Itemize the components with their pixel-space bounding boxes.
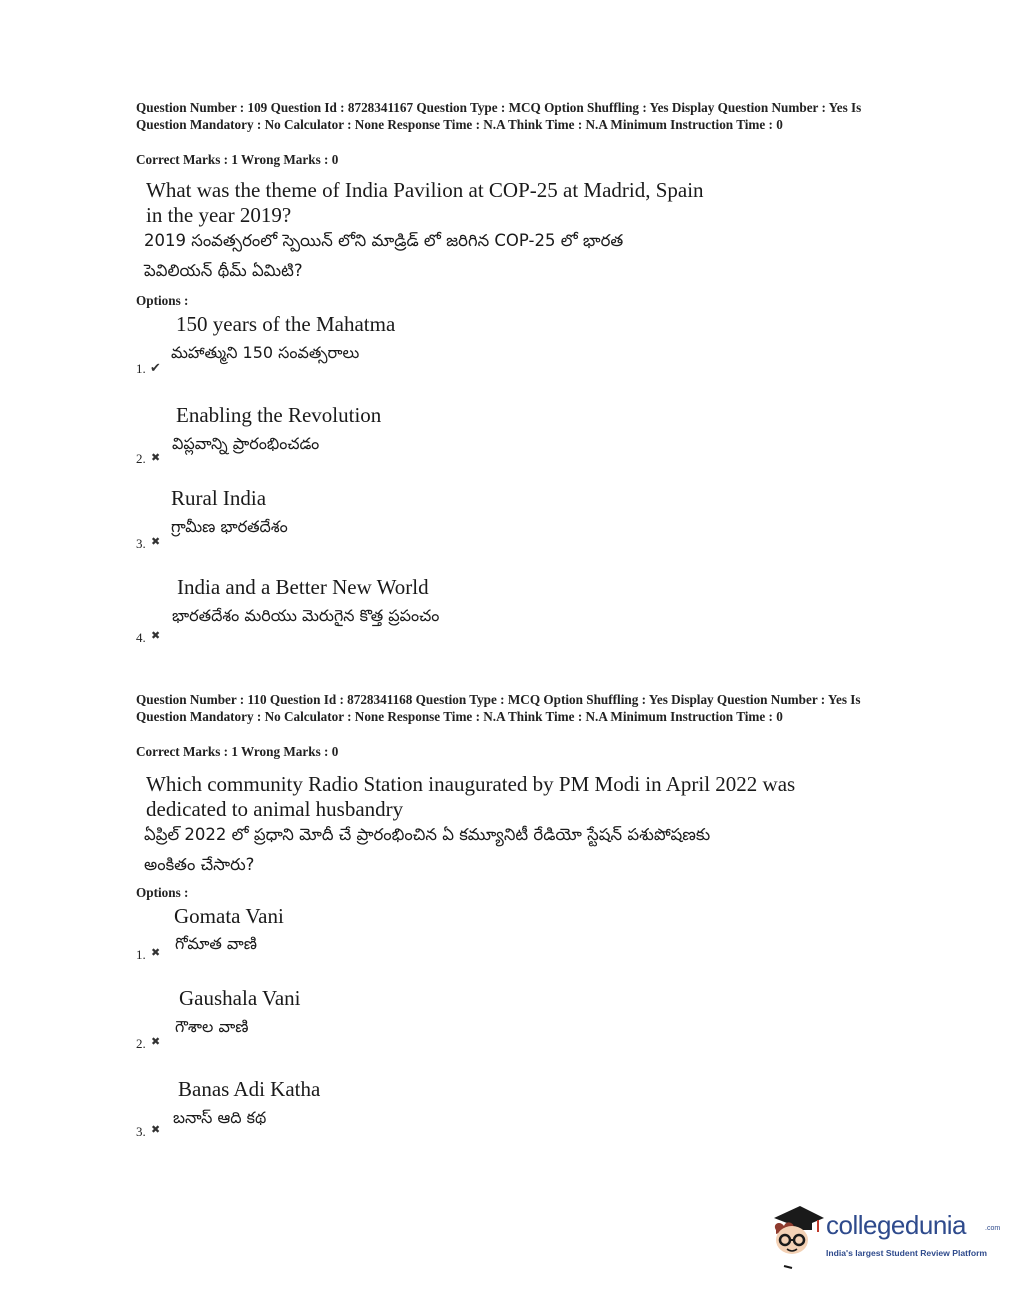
option-text-en: Gomata Vani <box>174 904 284 928</box>
logo-suffix: .com <box>985 1225 1001 1232</box>
question-text-en <box>146 178 846 228</box>
option-number: 2. <box>136 1036 146 1051</box>
question-line: in the year 2019? <box>146 203 292 227</box>
options-label: Options : <box>136 885 189 900</box>
question-meta: Question Number : 109 Question Id : 8728341167 Question Type : MCQ Option Shuffling : Yes Display Question Number : Yes Is Question Mandatory : No Calculator : None Response Time : N.A Think Time : N.A Minimum Instruction Time : 0 <box>136 100 862 132</box>
question-meta: Question Number : 110 Question Id : 8728341168 Question Type : MCQ Option Shuffling : Yes Display Question Number : Yes Is Question Mandatory : No Calculator : None Response Time : N.A Think Time : N.A Minimum Instruction Time : 0 <box>136 692 861 724</box>
option-number: 2. <box>136 451 146 466</box>
option-text-en: 150 years of the Mahatma <box>176 312 396 336</box>
option-text-te: మహాత్ముని 150 సంవత్సరాలు <box>171 343 360 362</box>
question-line: dedicated to animal husbandry <box>146 797 404 821</box>
option-text-en: Enabling the Revolution <box>176 403 382 427</box>
option-number: 3. <box>136 1124 146 1139</box>
question-marks: Correct Marks : 1 Wrong Marks : 0 <box>136 744 339 759</box>
option-number: 4. <box>136 630 146 645</box>
option-text-te: బనాస్ ఆది కథ <box>173 1108 267 1127</box>
option-number: 3. <box>136 536 146 551</box>
cross-icon: ✖ <box>151 1036 161 1048</box>
cross-icon: ✖ <box>151 536 161 548</box>
option-text-en: Banas Adi Katha <box>178 1077 321 1101</box>
cross-icon: ✖ <box>151 630 161 642</box>
option-text-te: గ్రామీణ భారతదేశం <box>171 517 288 536</box>
question-line: అంకితం చేసారు? <box>144 855 255 874</box>
question-text-te <box>144 226 844 286</box>
option-text-en: Gaushala Vani <box>179 986 301 1010</box>
option-number: 1. <box>136 361 146 376</box>
option-text-en: Rural India <box>171 486 267 510</box>
question-marks: Correct Marks : 1 Wrong Marks : 0 <box>136 152 339 167</box>
question-line: పెవిలియన్ థీమ్ ఏమిటి? <box>144 261 303 280</box>
cross-icon: ✖ <box>151 1124 161 1136</box>
option-number: 1. <box>136 947 146 962</box>
question-line: What was the theme of India Pavilion at COP-25 at Madrid, Spain <box>146 178 704 202</box>
question-line: 2019 సంవత్సరంలో స్పెయిన్ లోని మాడ్రిడ్ లో జరిగిన COP-25 లో భారత <box>144 231 624 250</box>
cross-icon: ✖ <box>151 452 161 464</box>
options-label: Options : <box>136 293 189 308</box>
logo-tagline: India's largest Student Review Platform <box>826 1248 988 1258</box>
logo-wordmark: collegedunia <box>826 1210 967 1240</box>
question-line: ఏప్రిల్ 2022 లో ప్రధాని మోదీ చే ప్రారంభించిన ఏ కమ్యూనిటీ రేడియో స్టేషన్ పశుపోషణకు <box>144 825 711 844</box>
mascot-icon <box>766 1200 826 1272</box>
option-text-te: గోమాత వాణి <box>175 934 257 953</box>
cross-icon: ✖ <box>151 947 161 959</box>
option-text-te: భారతదేశం మరియు మెరుగైన కొత్త ప్రపంచం <box>172 606 440 625</box>
option-text-en: India and a Better New World <box>177 575 429 599</box>
question-text-te <box>144 820 844 880</box>
option-text-te: గౌశాల వాణి <box>175 1017 249 1036</box>
option-text-te: విప్లవాన్ని ప్రారంభించడం <box>172 434 320 453</box>
check-icon: ✔ <box>150 360 161 375</box>
question-line: Which community Radio Station inaugurated by PM Modi in April 2022 was <box>146 772 796 796</box>
question-text-en <box>146 772 846 822</box>
